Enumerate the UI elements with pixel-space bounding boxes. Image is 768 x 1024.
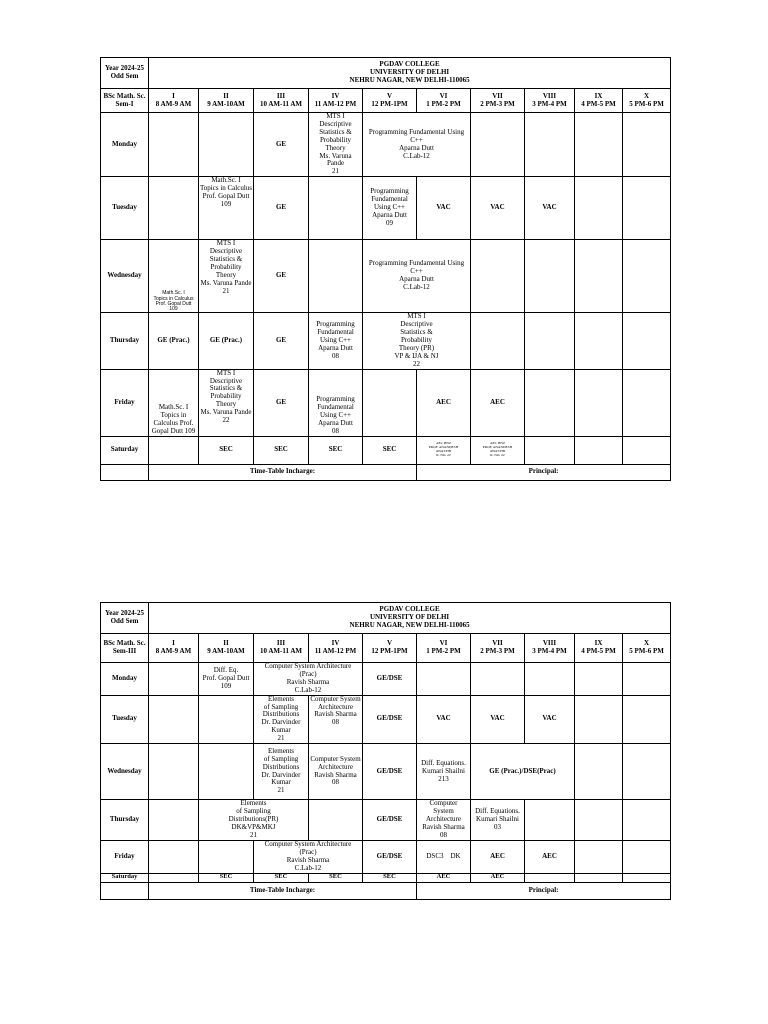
slot-diff-eq: Diff. Equations. Kumari Shailni 03 — [471, 800, 525, 841]
slot-ge: GE — [254, 113, 309, 177]
day-label: Monday — [101, 663, 149, 696]
day-label: Friday — [101, 841, 149, 874]
slot-cpp-lab: Programming Fundamental Using C++ Aparna Dutt C.Lab-12 — [363, 240, 471, 313]
empty-slot — [623, 436, 671, 464]
period-header: VI 1 PM-2 PM — [417, 89, 471, 113]
empty-slot — [363, 369, 417, 436]
empty-slot — [623, 800, 671, 841]
slot-diff-eq: Diff. Eq. Prof. Gopal Dutt 109 — [199, 663, 254, 696]
empty-slot — [309, 240, 363, 313]
incharge-signature: Time-Table Incharge: — [149, 882, 417, 899]
empty-slot — [471, 240, 525, 313]
empty-slot — [525, 800, 575, 841]
empty-slot — [525, 240, 575, 313]
day-label: Thursday — [101, 313, 149, 369]
day-label: Tuesday — [101, 695, 149, 743]
slot-ge: GE — [254, 240, 309, 313]
empty-slot — [101, 882, 149, 899]
slot-sampling: Elements of Sampling Distributions Dr. Darvinder Kumar 21 — [254, 744, 309, 800]
slot-vac: VAC — [525, 177, 575, 240]
slot-aec: AEC — [417, 873, 471, 882]
slot-aec: AEC — [417, 369, 471, 436]
empty-slot — [149, 873, 199, 882]
slot-ge-dse-prac: GE (Prac.)/DSE(Prac) — [471, 744, 575, 800]
empty-slot — [623, 663, 671, 696]
slot-sec: SEC — [199, 873, 254, 882]
slot-sec: SEC — [309, 436, 363, 464]
slot-aec: AEC — [471, 873, 525, 882]
period-header: X 5 PM-6 PM — [623, 89, 671, 113]
empty-slot — [525, 663, 575, 696]
slot-sampling: Elements of Sampling Distributions Dr. Darvinder Kumar 21 — [254, 695, 309, 743]
period-header: III 10 AM-11 AM — [254, 634, 309, 663]
empty-slot — [623, 113, 671, 177]
course-cell: BSc Math. Sc. Sem-I — [101, 89, 149, 113]
slot-vac: VAC — [417, 695, 471, 743]
day-label: Monday — [101, 113, 149, 177]
period-header: IX 4 PM-5 PM — [575, 634, 623, 663]
slot-stats-theory: MTS I Descriptive Statistics & Probability Theory Ms. Varuna Pande 22 — [199, 369, 254, 436]
empty-slot — [575, 177, 623, 240]
empty-slot — [471, 313, 525, 369]
empty-slot — [525, 313, 575, 369]
empty-slot — [623, 744, 671, 800]
slot-cpp: Programming Fundamental Using C++ Aparna Dutt 08 — [309, 313, 363, 369]
college-header: PGDAV COLLEGE UNIVERSITY OF DELHI NEHRU NAGAR, NEW DELHI-110065 — [149, 603, 671, 634]
slot-sec: SEC — [363, 436, 417, 464]
timetable-sem1 — [100, 57, 671, 481]
empty-slot — [149, 663, 199, 696]
empty-slot — [149, 177, 199, 240]
empty-slot — [149, 800, 199, 841]
slot-csa: Computer System Architecture Ravish Sharma 08 — [309, 744, 363, 800]
slot-ge-prac: GE (Prac.) — [149, 313, 199, 369]
day-label: Tuesday — [101, 177, 149, 240]
slot-calculus: Math.Sc. I Topics in Calculus Prof. Gopal Dutt 109 — [149, 240, 199, 313]
empty-slot — [575, 695, 623, 743]
day-label: Thursday — [101, 800, 149, 841]
empty-slot — [101, 464, 149, 480]
period-header: V 12 PM-1PM — [363, 634, 417, 663]
period-header: IV 11 AM-12 PM — [309, 634, 363, 663]
slot-ge: GE — [254, 369, 309, 436]
slot-stats-prac: MTS I Descriptive Statistics & Probability Theory (PR) VP & IJA & NJ 22 — [363, 313, 471, 369]
slot-aec: AEC — [471, 841, 525, 874]
period-header: IX 4 PM-5 PM — [575, 89, 623, 113]
empty-slot — [149, 695, 199, 743]
empty-slot — [525, 873, 575, 882]
principal-signature: Principal: — [417, 464, 671, 480]
slot-ge-dse: GE/DSE — [363, 663, 417, 696]
slot-ge-dse: GE/DSE — [363, 695, 417, 743]
empty-slot — [575, 436, 623, 464]
incharge-signature: Time-Table Incharge: — [149, 464, 417, 480]
empty-slot — [309, 800, 363, 841]
slot-stats-theory: MTS I Descriptive Statistics & Probability Theory Ms. Varuna Pande 21 — [309, 113, 363, 177]
empty-slot — [623, 369, 671, 436]
empty-slot — [575, 800, 623, 841]
slot-csa: Computer System Architecture Ravish Sharma 08 — [417, 800, 471, 841]
empty-slot — [575, 313, 623, 369]
slot-sec: SEC — [363, 873, 417, 882]
empty-slot — [199, 841, 254, 874]
empty-slot — [149, 744, 199, 800]
slot-vac: VAC — [525, 695, 575, 743]
day-label: Saturday — [101, 873, 149, 882]
slot-ge: GE — [254, 177, 309, 240]
slot-ge-dse: GE/DSE — [363, 800, 417, 841]
slot-ge-dse: GE/DSE — [363, 744, 417, 800]
empty-slot — [623, 177, 671, 240]
empty-slot — [309, 177, 363, 240]
day-label: Friday — [101, 369, 149, 436]
period-header: VII 2 PM-3 PM — [471, 634, 525, 663]
empty-slot — [575, 240, 623, 313]
slot-cpp-lab: Programming Fundamental Using C++ Aparna Dutt C.Lab-12 — [363, 113, 471, 177]
slot-ge-prac: GE (Prac.) — [199, 313, 254, 369]
period-header: X 5 PM-6 PM — [623, 634, 671, 663]
slot-sec: SEC — [199, 436, 254, 464]
slot-cpp: Programming Fundamental Using C++ Aparna Dutt 09 — [363, 177, 417, 240]
principal-signature: Principal: — [417, 882, 671, 899]
slot-csa-lab: Computer System Architecture (Prac) Ravish Sharma C.Lab-12 — [254, 663, 363, 696]
slot-aec-hindi: AEC HNZ PROF. ANANDESH AWASTHI R. NO. 22 — [417, 436, 471, 464]
slot-sampling-prac: Elements of Sampling Distributions(PR) DK&VP&MKJ 21 — [199, 800, 309, 841]
period-header: VIII 3 PM-4 PM — [525, 89, 575, 113]
day-label: Wednesday — [101, 744, 149, 800]
period-header: VI 1 PM-2 PM — [417, 634, 471, 663]
college-header: PGDAV COLLEGE UNIVERSITY OF DELHI NEHRU NAGAR, NEW DELHI-110065 — [149, 58, 671, 89]
slot-ge: GE — [254, 313, 309, 369]
day-label: Wednesday — [101, 240, 149, 313]
year-cell: Year 2024-25 Odd Sem — [101, 58, 149, 89]
period-header: II 9 AM-10AM — [199, 89, 254, 113]
slot-sec: SEC — [254, 873, 309, 882]
empty-slot — [417, 663, 471, 696]
slot-csa-lab: Computer System Architecture (Prac) Ravish Sharma C.Lab-12 — [254, 841, 363, 874]
empty-slot — [149, 113, 199, 177]
slot-cpp: Programming Fundamental Using C++ Aparna Dutt 08 — [309, 369, 363, 436]
empty-slot — [623, 873, 671, 882]
period-header: IV 11 AM-12 PM — [309, 89, 363, 113]
slot-aec-hindi: AEC HNZ PROF. ANANDESH AWASTHI R. NO. 22 — [471, 436, 525, 464]
course-cell: BSc Math. Sc. Sem-III — [101, 634, 149, 663]
period-header: I 8 AM-9 AM — [149, 634, 199, 663]
slot-csa: Computer System Architecture Ravish Sharma 08 — [309, 695, 363, 743]
period-header: I 8 AM-9 AM — [149, 89, 199, 113]
empty-slot — [525, 113, 575, 177]
empty-slot — [575, 841, 623, 874]
slot-aec: AEC — [525, 841, 575, 874]
slot-aec: AEC — [471, 369, 525, 436]
slot-sec: SEC — [254, 436, 309, 464]
empty-slot — [623, 240, 671, 313]
slot-dsc3: DSC3 DK — [417, 841, 471, 874]
day-label: Saturday — [101, 436, 149, 464]
empty-slot — [525, 436, 575, 464]
year-cell: Year 2024-25 Odd Sem — [101, 603, 149, 634]
empty-slot — [199, 695, 254, 743]
empty-slot — [623, 313, 671, 369]
empty-slot — [575, 663, 623, 696]
empty-slot — [575, 113, 623, 177]
empty-slot — [575, 873, 623, 882]
empty-slot — [199, 113, 254, 177]
slot-calculus: Math.Sc. I Topics in Calculus Prof. Gopal Dutt 109 — [199, 177, 254, 240]
empty-slot — [575, 744, 623, 800]
slot-calculus: Math.Sc. I Topics in Calculus Prof. Gopal Dutt 109 — [149, 369, 199, 436]
period-header: II 9 AM-10AM — [199, 634, 254, 663]
slot-sec: SEC — [309, 873, 363, 882]
slot-vac: VAC — [471, 177, 525, 240]
empty-slot — [471, 663, 525, 696]
slot-ge-dse: GE/DSE — [363, 841, 417, 874]
empty-slot — [149, 436, 199, 464]
empty-slot — [623, 841, 671, 874]
empty-slot — [575, 369, 623, 436]
period-header: V 12 PM-1PM — [363, 89, 417, 113]
slot-vac: VAC — [471, 695, 525, 743]
slot-vac: VAC — [417, 177, 471, 240]
empty-slot — [623, 695, 671, 743]
period-header: VIII 3 PM-4 PM — [525, 634, 575, 663]
period-header: III 10 AM-11 AM — [254, 89, 309, 113]
timetable-sem3 — [100, 602, 671, 900]
empty-slot — [149, 841, 199, 874]
empty-slot — [199, 744, 254, 800]
slot-stats-theory: MTS I Descriptive Statistics & Probability Theory Ms. Varuna Pande 21 — [199, 240, 254, 313]
slot-diff-eq: Diff. Equations. Kumari Shailni 213 — [417, 744, 471, 800]
empty-slot — [525, 369, 575, 436]
period-header: VII 2 PM-3 PM — [471, 89, 525, 113]
empty-slot — [471, 113, 525, 177]
